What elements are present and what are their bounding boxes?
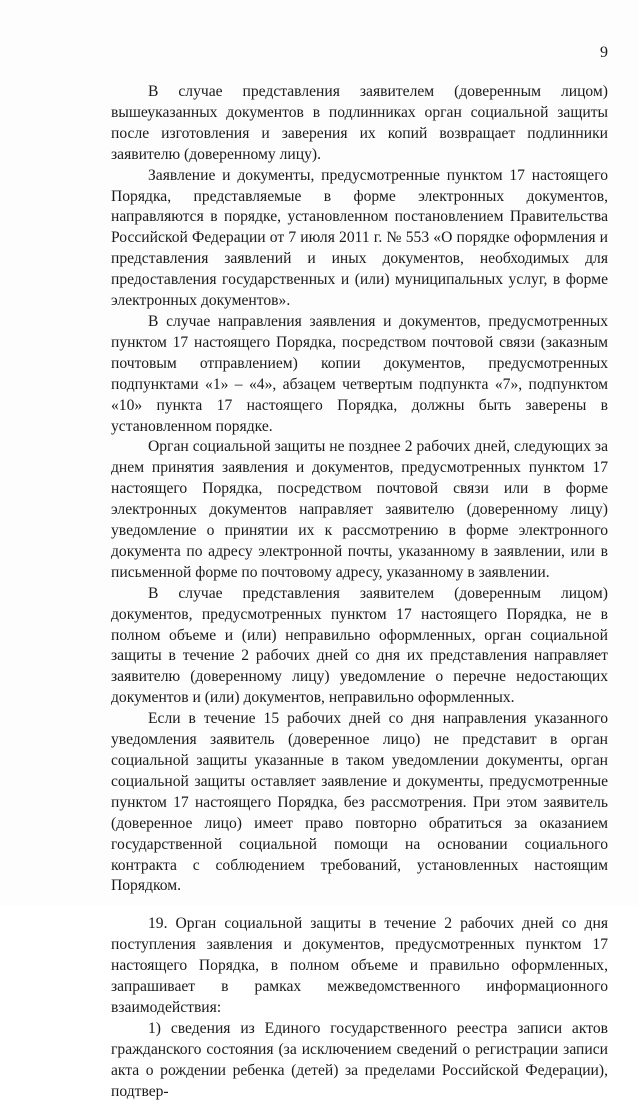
document-body: [111, 82, 608, 1103]
paragraph-postal-submission: В случае направления заявления и документов, предусмотренных пунктом 17 настоящего Порядка, посредством почтовой связи (заказным почтовым отправлением) копии документов, предусмотренных подпунктами «1» – «4», абзацем четвертым подпункта «7», подпунктом «10» пункта 17 настоящего Порядка, должны быть заверены в установленном порядке.: [111, 312, 608, 435]
paragraph-originals-return: В случае представления заявителем (доверенным лицом) вышеуказанных документов в подлинниках орган социальной защиты после изготовления и заверения их копий возвращает подлинники заявителю (доверенному лицу).: [111, 83, 608, 163]
page-number: 9: [600, 44, 608, 61]
paragraph-incomplete-documents: В случае представления заявителем (доверенным лицом) документов, предусмотренных пунктом 17 настоящего Порядка, не в полном объеме и (или) неправильно оформленных, орган социальной защиты в течение 2 рабочих дней со дня их представления направляет заявителю (доверенному лицу) уведомление о перечне недостающих документов и (или) документов, неправильно оформленных.: [111, 584, 608, 707]
paragraph-subitem-1: 1) сведения из Единого государственного реестра записи актов гражданского состояния (за исключением сведений о регистрации записи акта о рождении ребенка (детей) за пределами Российской Федерации), подтвер-: [111, 1019, 608, 1100]
paragraph-electronic-documents: Заявление и документы, предусмотренные пунктом 17 настоящего Порядка, представляемые в форме электронных документов, направляются в порядке, установленном постановлением Правительства Российской Федерации от 7 июля 2011 г. № 553 «О порядке оформления и представления заявлений и иных документов, необходимых для предоставления государственных и (или) муниципальных услуг, в форме электронных документов».: [111, 166, 608, 310]
paragraph-item-19: 19. Орган социальной защиты в течение 2 рабочих дней со дня поступления заявления и документов, предусмотренных пунктом 17 настоящего Порядка, в полном объеме и правильно оформленных, запрашивает в рамках межведомственного информационного взаимодействия:: [111, 915, 608, 1016]
paragraph-acceptance-notice: Орган социальной защиты не позднее 2 рабочих дней, следующих за днем принятия заявления и документов, предусмотренных пунктом 17 настоящего Порядка, посредством почтовой связи или в форме электронных документов направляет заявителю (доверенному лицу) уведомление о принятии их к рассмотрению в форме электронного документа по адресу электронной почты, указанному в заявлении, или в письменной форме по почтовому адресу, указанному в заявлении.: [111, 438, 608, 581]
paragraph-rejection-without-review: Если в течение 15 рабочих дней со дня направления указанного уведомления заявитель (доверенное лицо) не представит в орган социальной защиты указанные в таком уведомлении документы, орган социальной защиты оставляет заявление и документы, предусмотренные пунктом 17 настоящего Порядка, без рассмотрения. При этом заявитель (доверенное лицо) имеет право повторно обратиться за оказанием государственной социальной помощи на основании социального контракта с соблюдением требований, установленных настоящим Порядком.: [111, 710, 608, 895]
